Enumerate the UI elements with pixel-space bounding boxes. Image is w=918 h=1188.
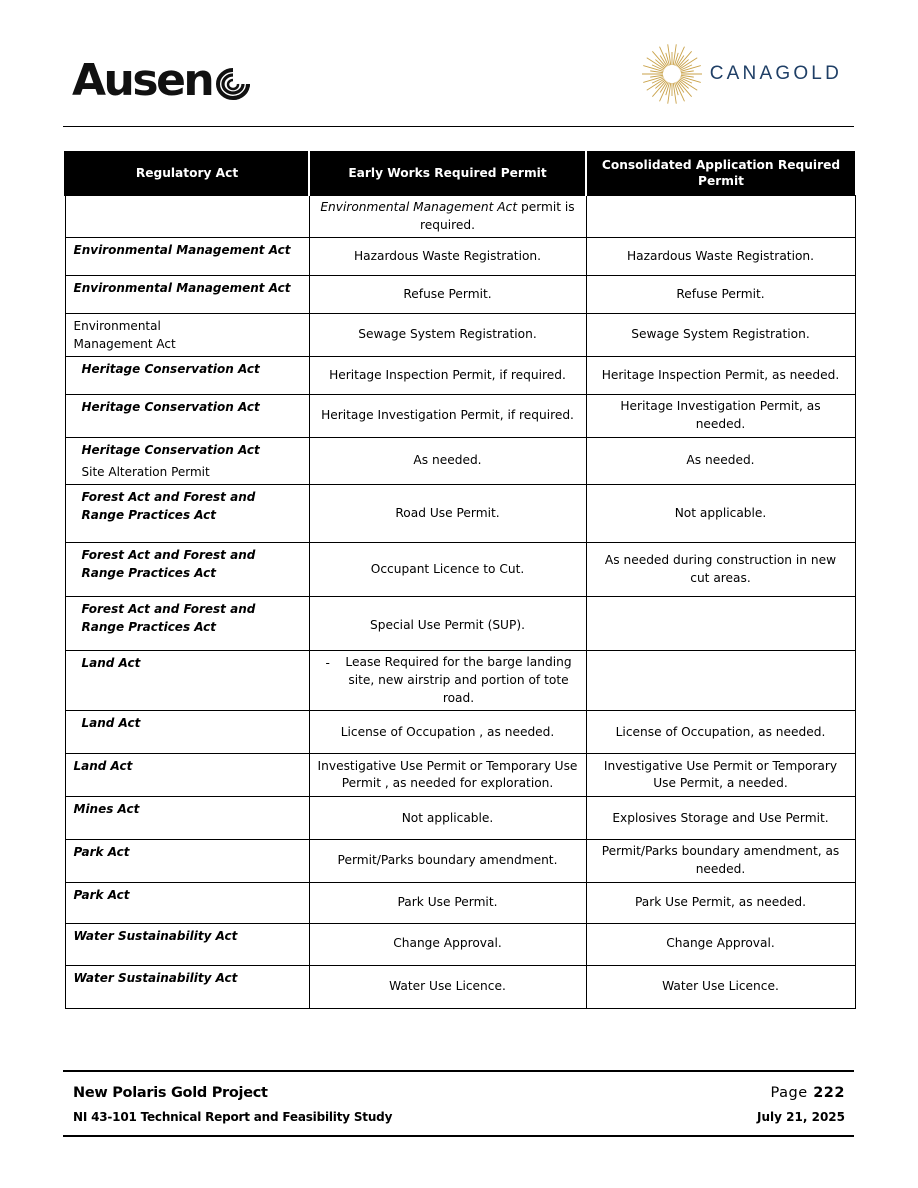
act-cell: Environmental Management Act [65, 238, 309, 276]
early-permit-italic-text: Environmental Management Act [320, 200, 518, 214]
act-cell: Land Act [65, 754, 309, 797]
table-row [65, 965, 855, 1008]
ausenco-logo [72, 55, 253, 106]
early-permit-cell: Water Use Licence. [309, 965, 586, 1008]
early-permit-cell [309, 196, 586, 238]
column-header-consolidated: Consolidated Application Required Permit [586, 151, 855, 196]
early-permit-cell: Investigative Use Permit or Temporary Use Permit , as needed for exploration. [309, 754, 586, 797]
early-permit-cell: Change Approval. [309, 923, 586, 965]
act-cell: Park Act [65, 840, 309, 882]
consolidated-permit-cell: Refuse Permit. [586, 276, 855, 314]
sunburst-icon [640, 42, 704, 106]
early-permit-cell: Occupant Licence to Cut. [309, 543, 586, 597]
early-permit-cell: Road Use Permit. [309, 485, 586, 543]
table-row [65, 651, 855, 711]
consolidated-permit-cell: Heritage Inspection Permit, as needed. [586, 357, 855, 395]
consolidated-permit-cell: Heritage Investigation Permit, as needed. [586, 395, 855, 437]
table-row [65, 543, 855, 597]
consolidated-permit-cell: Not applicable. [586, 485, 855, 543]
early-permit-cell: As needed. [309, 437, 586, 485]
canagold-wordmark: CANAGOLD [709, 63, 842, 84]
table-row [65, 797, 855, 840]
list-dash: - [325, 656, 330, 671]
early-permit-cell: Permit/Parks boundary amendment. [309, 840, 586, 882]
page-number: 222 [813, 1085, 845, 1101]
early-permit-cell [309, 651, 586, 711]
table-row [65, 238, 855, 276]
act-cell: Forest Act and Forest and Range Practices Act [65, 597, 309, 651]
act-cell [65, 196, 309, 238]
early-permit-cell: Not applicable. [309, 797, 586, 840]
consolidated-permit-cell [586, 651, 855, 711]
consolidated-permit-cell [586, 196, 855, 238]
early-permit-cell: Special Use Permit (SUP). [309, 597, 586, 651]
act-cell: Heritage Conservation Act [65, 357, 309, 395]
table-row [65, 196, 855, 238]
consolidated-permit-cell: Hazardous Waste Registration. [586, 238, 855, 276]
consolidated-permit-cell: Permit/Parks boundary amendment, as needed. [586, 840, 855, 882]
consolidated-permit-cell: Investigative Use Permit or Temporary Use Permit, a needed. [586, 754, 855, 797]
footer-project-title: New Polaris Gold Project [73, 1085, 268, 1101]
act-cell: Water Sustainability Act [65, 923, 309, 965]
table-row [65, 437, 855, 485]
act-cell: Park Act [65, 882, 309, 923]
act-subtext: Site Alteration Permit [81, 464, 210, 479]
early-permit-cell: Heritage Investigation Permit, if required. [309, 395, 586, 437]
consolidated-permit-cell: Park Use Permit, as needed. [586, 882, 855, 923]
consolidated-permit-cell: Explosives Storage and Use Permit. [586, 797, 855, 840]
table-row [65, 754, 855, 797]
table-row [65, 357, 855, 395]
consolidated-permit-cell: Sewage System Registration. [586, 314, 855, 357]
act-cell: Land Act [65, 711, 309, 754]
early-permit-cell: Hazardous Waste Registration. [309, 238, 586, 276]
table-row [65, 711, 855, 754]
canagold-logo [640, 42, 842, 106]
act-cell: Water Sustainability Act [65, 965, 309, 1008]
act-cell: Mines Act [65, 797, 309, 840]
act-cell: Forest Act and Forest and Range Practices Act [65, 485, 309, 543]
footer-rule-bottom [63, 1135, 854, 1137]
column-header-regulatory-act: Regulatory Act [65, 151, 309, 196]
table-row [65, 314, 855, 357]
consolidated-permit-cell: Change Approval. [586, 923, 855, 965]
early-permit-cell: Heritage Inspection Permit, if required. [309, 357, 586, 395]
consolidated-permit-cell [586, 597, 855, 651]
footer-rule-top [63, 1070, 854, 1072]
table-row [65, 923, 855, 965]
early-permit-cell: Sewage System Registration. [309, 314, 586, 357]
table-row [65, 395, 855, 437]
act-cell [65, 437, 309, 485]
early-permit-cell: License of Occupation , as needed. [309, 711, 586, 754]
table-row [65, 485, 855, 543]
act-cell: Heritage Conservation Act [65, 395, 309, 437]
act-cell [65, 314, 309, 357]
early-permit-text: permit is required. [420, 200, 575, 232]
page-label: Page [770, 1085, 808, 1101]
early-permit-text: Lease Required for the barge landing site, new airstrip and portion of tote road. [345, 655, 572, 705]
table-header-row [65, 151, 855, 196]
early-permit-cell: Refuse Permit. [309, 276, 586, 314]
footer-date: July 21, 2025 [757, 1110, 845, 1124]
consolidated-permit-cell: As needed. [586, 437, 855, 485]
act-text: Heritage Conservation Act [81, 442, 260, 457]
table-row [65, 882, 855, 923]
act-cell: Forest Act and Forest and Range Practices Act [65, 543, 309, 597]
footer-report-title: NI 43-101 Technical Report and Feasibility Study [73, 1110, 393, 1124]
table-row [65, 276, 855, 314]
consolidated-permit-cell: As needed during construction in new cut areas. [586, 543, 855, 597]
permits-table [64, 151, 856, 1009]
ausenco-swirl-icon [213, 67, 253, 101]
consolidated-permit-cell: Water Use Licence. [586, 965, 855, 1008]
act-text: Environmental Management Act [73, 319, 176, 351]
column-header-early-works: Early Works Required Permit [309, 151, 586, 196]
early-permit-cell: Park Use Permit. [309, 882, 586, 923]
ausenco-logo-wordmark: Ausen [72, 55, 213, 106]
act-cell: Land Act [65, 651, 309, 711]
footer-page-number [771, 1085, 845, 1101]
consolidated-permit-cell: License of Occupation, as needed. [586, 711, 855, 754]
table-row [65, 840, 855, 882]
act-cell: Environmental Management Act [65, 276, 309, 314]
header-rule [63, 126, 854, 127]
table-row [65, 597, 855, 651]
